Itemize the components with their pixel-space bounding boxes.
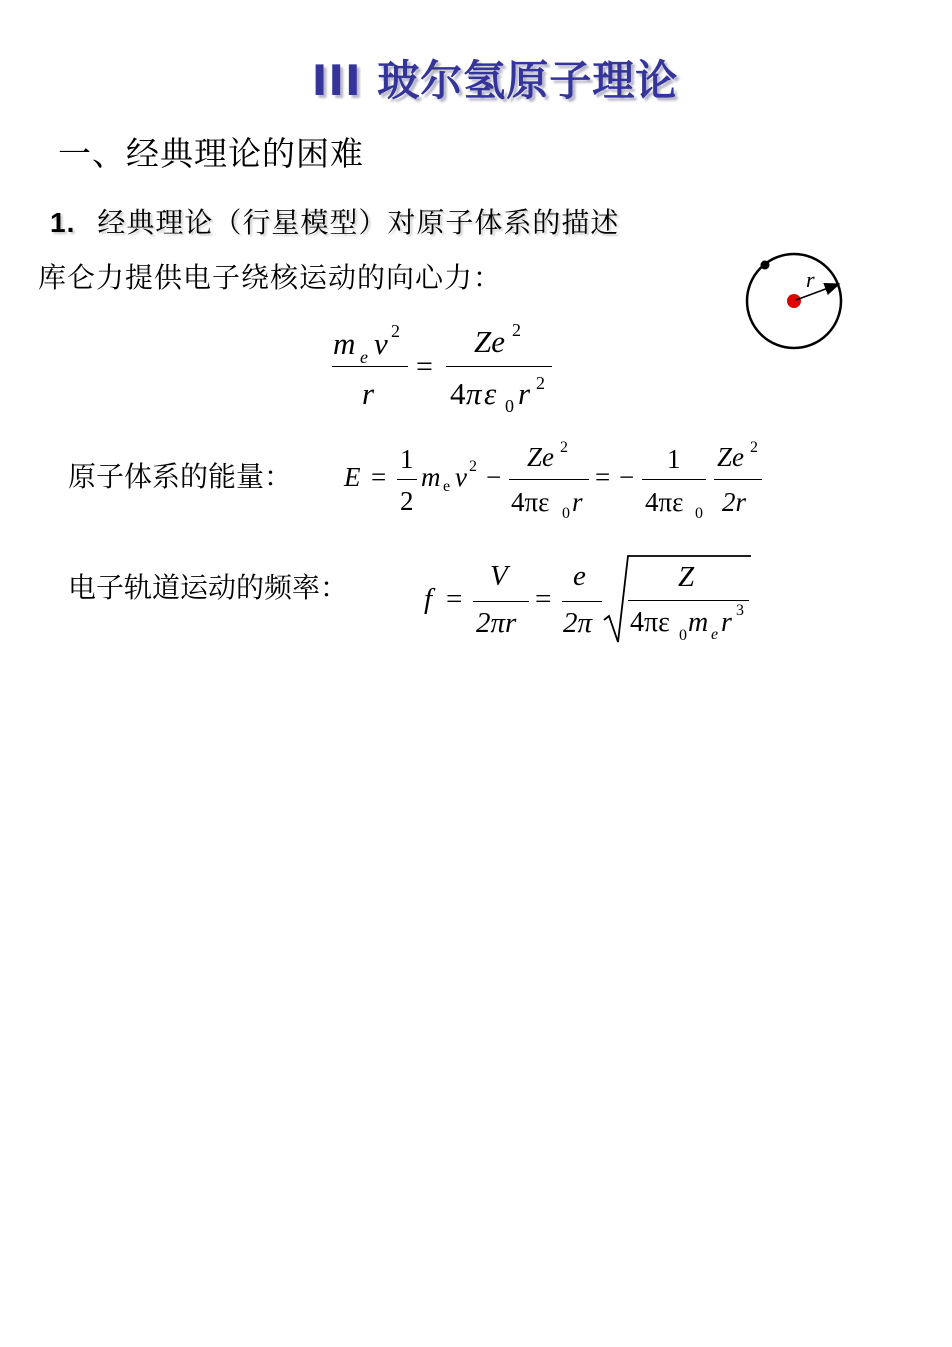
nucleus-dot bbox=[787, 294, 801, 308]
coulomb-force-text: 库仑力提供电子绕核运动的向心力： bbox=[38, 261, 503, 294]
subsection-text: 经典理论（行星模型）对原子体系的描述 bbox=[97, 206, 620, 239]
subsection-heading bbox=[50, 201, 619, 241]
radius-label: r bbox=[806, 267, 815, 292]
electron-dot bbox=[761, 261, 770, 270]
energy-text: 原子体系的能量： bbox=[68, 460, 293, 493]
frequency-text: 电子轨道运动的频率： bbox=[68, 571, 349, 604]
orbit-diagram bbox=[740, 248, 850, 358]
subsection-number: 1. bbox=[50, 207, 76, 238]
radius-arrow bbox=[796, 284, 839, 300]
section-heading: 一、经典理论的困难 bbox=[58, 134, 364, 173]
page-title: III 玻尔氢原子理论 bbox=[311, 56, 679, 105]
